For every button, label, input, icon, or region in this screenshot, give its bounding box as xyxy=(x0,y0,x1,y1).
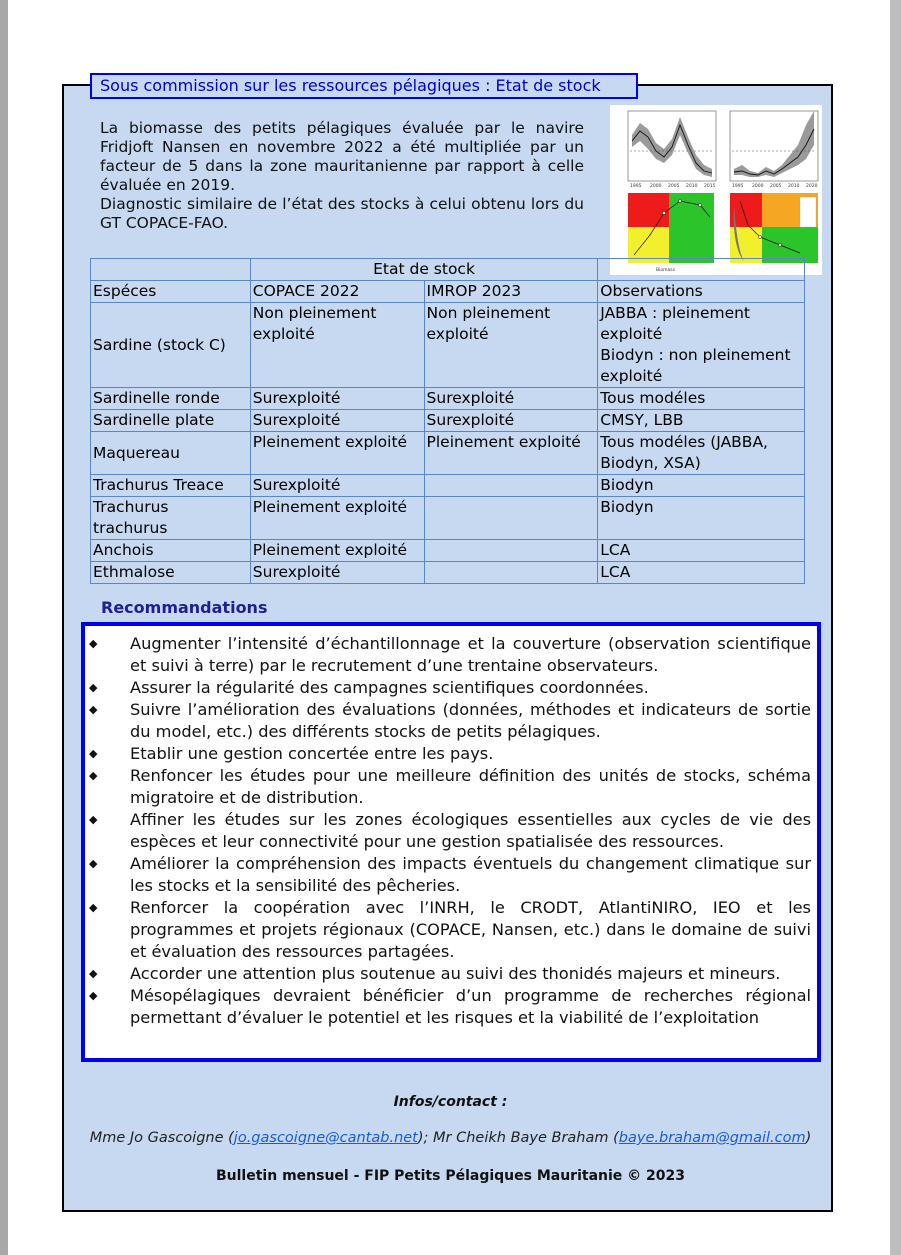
table-group-header-row xyxy=(91,259,805,281)
cell-copace: Surexploité xyxy=(250,388,424,410)
contact-name-1: Mme Jo Gascoigne xyxy=(89,1130,224,1146)
bullet-icon: ◆ xyxy=(89,747,98,760)
list-item xyxy=(85,963,811,985)
fig-axis-label: Biomass xyxy=(656,268,675,273)
recommendation-text: Etablir une gestion concertée entre les pays. xyxy=(130,744,494,763)
recommendation-text: Améliorer la compréhension des impacts éventuels du changement climatique sur les stocks et la sensibilité des pêcheries. xyxy=(130,854,811,895)
list-item xyxy=(85,809,811,853)
recommendation-text: Suivre l’amélioration des évaluations (données, méthodes et indicateurs de sortie du model, etc.) des différents stocks de petits pélagiques. xyxy=(130,700,811,741)
cell-observations: Biodyn xyxy=(598,497,805,540)
cell-species: Anchois xyxy=(91,540,251,562)
cell-copace: Surexploité xyxy=(250,410,424,432)
table-row xyxy=(91,432,805,475)
cell-imrop xyxy=(424,540,598,562)
cell-copace: Pleinement exploité xyxy=(250,497,424,540)
header-imrop: IMROP 2023 xyxy=(424,281,598,303)
cell-observations: LCA xyxy=(598,540,805,562)
svg-text:2000: 2000 xyxy=(650,184,662,189)
bullet-icon: ◆ xyxy=(89,813,98,826)
header-species: Espéces xyxy=(91,281,251,303)
list-item xyxy=(85,985,811,1029)
cell-observations: LCA xyxy=(598,562,805,584)
section-title: Sous commission sur les ressources pélagiques : Etat de stock xyxy=(90,73,638,99)
cell-observation-line: Biodyn : non pleinement exploité xyxy=(600,346,791,385)
fig-tick-year: 1995 xyxy=(630,184,642,189)
stock-plots-image xyxy=(610,105,822,275)
recommendations-box xyxy=(81,622,821,1062)
svg-text:2005: 2005 xyxy=(770,184,782,189)
stock-assessment-figure xyxy=(610,105,822,275)
list-item xyxy=(85,633,811,677)
bullet-icon: ◆ xyxy=(89,637,98,650)
bullet-icon: ◆ xyxy=(89,703,98,716)
recommendation-text: Mésopélagiques devraient bénéficier d’un programme de recherches régional permettant d’évaluer le potentiel et les risques et la viabilité de l’exploitation xyxy=(130,986,811,1027)
header-observations: Observations xyxy=(598,281,805,303)
list-item xyxy=(85,677,811,699)
cell-observation-line: JABBA : pleinement exploité xyxy=(600,304,751,343)
contact-email-link-2[interactable]: baye.braham@gmail.com xyxy=(618,1130,806,1146)
bullet-icon: ◆ xyxy=(89,681,98,694)
recommendation-text: Assurer la régularité des campagnes scientifiques coordonnées. xyxy=(130,678,649,697)
cell-observations: Biodyn xyxy=(598,475,805,497)
recommendation-text: Augmenter l’intensité d’échantillonnage et la couverture (observation scientifique et suivi à terre) par le recrutement d’une trentaine observateurs. xyxy=(130,634,811,675)
cell-observations: CMSY, LBB xyxy=(598,410,805,432)
cell-imrop: Pleinement exploité xyxy=(424,432,598,475)
cell-observations xyxy=(598,303,805,388)
cell-imrop: Surexploité xyxy=(424,410,598,432)
contact-line: Mme Jo Gascoigne (jo.gascoigne@cantab.net); Mr Cheikh Baye Braham (baye.braham@gmail.com) xyxy=(89,1130,812,1146)
table-header-row xyxy=(91,281,805,303)
svg-text:2010: 2010 xyxy=(788,184,800,189)
bullet-icon: ◆ xyxy=(89,989,98,1002)
cell-imrop: Non pleinement exploité xyxy=(424,303,598,388)
cell-species: Trachurus Treace xyxy=(91,475,251,497)
table-row xyxy=(91,497,805,540)
contact-name-2: Mr Cheikh Baye Braham xyxy=(433,1130,609,1146)
window-scrollbar[interactable] xyxy=(890,0,901,1255)
list-item xyxy=(85,699,811,743)
cell-species: Trachurus trachurus xyxy=(91,497,251,540)
cell-copace: Pleinement exploité xyxy=(250,540,424,562)
svg-text:2010: 2010 xyxy=(686,184,698,189)
footer-text: Bulletin mensuel - FIP Petits Pélagiques Mauritanie © 2023 xyxy=(216,1168,685,1184)
cell-imrop xyxy=(424,497,598,540)
cell-species: Sardinelle plate xyxy=(91,410,251,432)
cell-species: Ethmalose xyxy=(91,562,251,584)
recommendation-text: Affiner les études sur les zones écologiques essentielles aux cycles de vie des espèces et leur connectivité pour une gestion spatialisée des ressources. xyxy=(130,810,811,851)
stock-status-table xyxy=(90,258,805,584)
table-row xyxy=(91,388,805,410)
bullet-icon: ◆ xyxy=(89,769,98,782)
recommendation-text: Accorder une attention plus soutenue au suivi des thonidés majeurs et mineurs. xyxy=(130,964,781,983)
svg-text:1995: 1995 xyxy=(732,184,744,189)
recommendation-text: Renforcer la coopération avec l’INRH, le CRODT, AtlantiNIRO, IEO et les programmes et projets régionaux (COPACE, Nansen, etc.) dans le domaine de suivi et évaluation des ressources partagées. xyxy=(130,898,811,961)
header-copace: COPACE 2022 xyxy=(250,281,424,303)
cell-copace: Surexploité xyxy=(250,562,424,584)
table-row xyxy=(91,475,805,497)
svg-text:2000: 2000 xyxy=(752,184,764,189)
intro-paragraph-2: Diagnostic similaire de l’état des stocks à celui obtenu lors du GT COPACE-FAO. xyxy=(100,195,584,232)
table-row xyxy=(91,303,805,388)
cell-species: Sardine (stock C) xyxy=(91,303,251,388)
list-item xyxy=(85,897,811,963)
contact-heading: Infos/contact : xyxy=(393,1094,508,1110)
svg-text:2015: 2015 xyxy=(704,184,716,189)
cell-copace: Surexploité xyxy=(250,475,424,497)
bullet-icon: ◆ xyxy=(89,857,98,870)
cell-species: Maquereau xyxy=(91,432,251,475)
svg-text:2020: 2020 xyxy=(806,184,818,189)
intro-paragraph-1: La biomasse des petits pélagiques évaluée par le navire Fridjoft Nansen en novembre 2022 a été multipliée par un facteur de 5 dans la zone mauritanienne par rapport à celle évaluée en 2019. xyxy=(100,119,584,194)
bullet-icon: ◆ xyxy=(89,901,98,914)
cell-imrop: Surexploité xyxy=(424,388,598,410)
table-row xyxy=(91,562,805,584)
recommendations-list xyxy=(85,626,817,1029)
svg-text:2005: 2005 xyxy=(668,184,680,189)
list-item xyxy=(85,853,811,897)
table-row xyxy=(91,540,805,562)
cell-imrop xyxy=(424,562,598,584)
recommendations-title: Recommandations xyxy=(101,598,268,617)
cell-copace: Pleinement exploité xyxy=(250,432,424,475)
cell-observations: Tous modéles (JABBA, Biodyn, XSA) xyxy=(598,432,805,475)
bullet-icon: ◆ xyxy=(89,967,98,980)
recommendation-text: Renfoncer les études pour une meilleure définition des unités de stocks, schéma migratoire et de distribution. xyxy=(130,766,811,807)
list-item xyxy=(85,765,811,809)
contact-email-link-1[interactable]: jo.gascoigne@cantab.net xyxy=(233,1130,418,1146)
cell-observations: Tous modéles xyxy=(598,388,805,410)
list-item xyxy=(85,743,811,765)
cell-imrop xyxy=(424,475,598,497)
cell-copace: Non pleinement exploité xyxy=(250,303,424,388)
cell-species: Sardinelle ronde xyxy=(91,388,251,410)
table-row xyxy=(91,410,805,432)
intro-text xyxy=(100,119,584,233)
group-header-etat: Etat de stock xyxy=(250,259,598,281)
